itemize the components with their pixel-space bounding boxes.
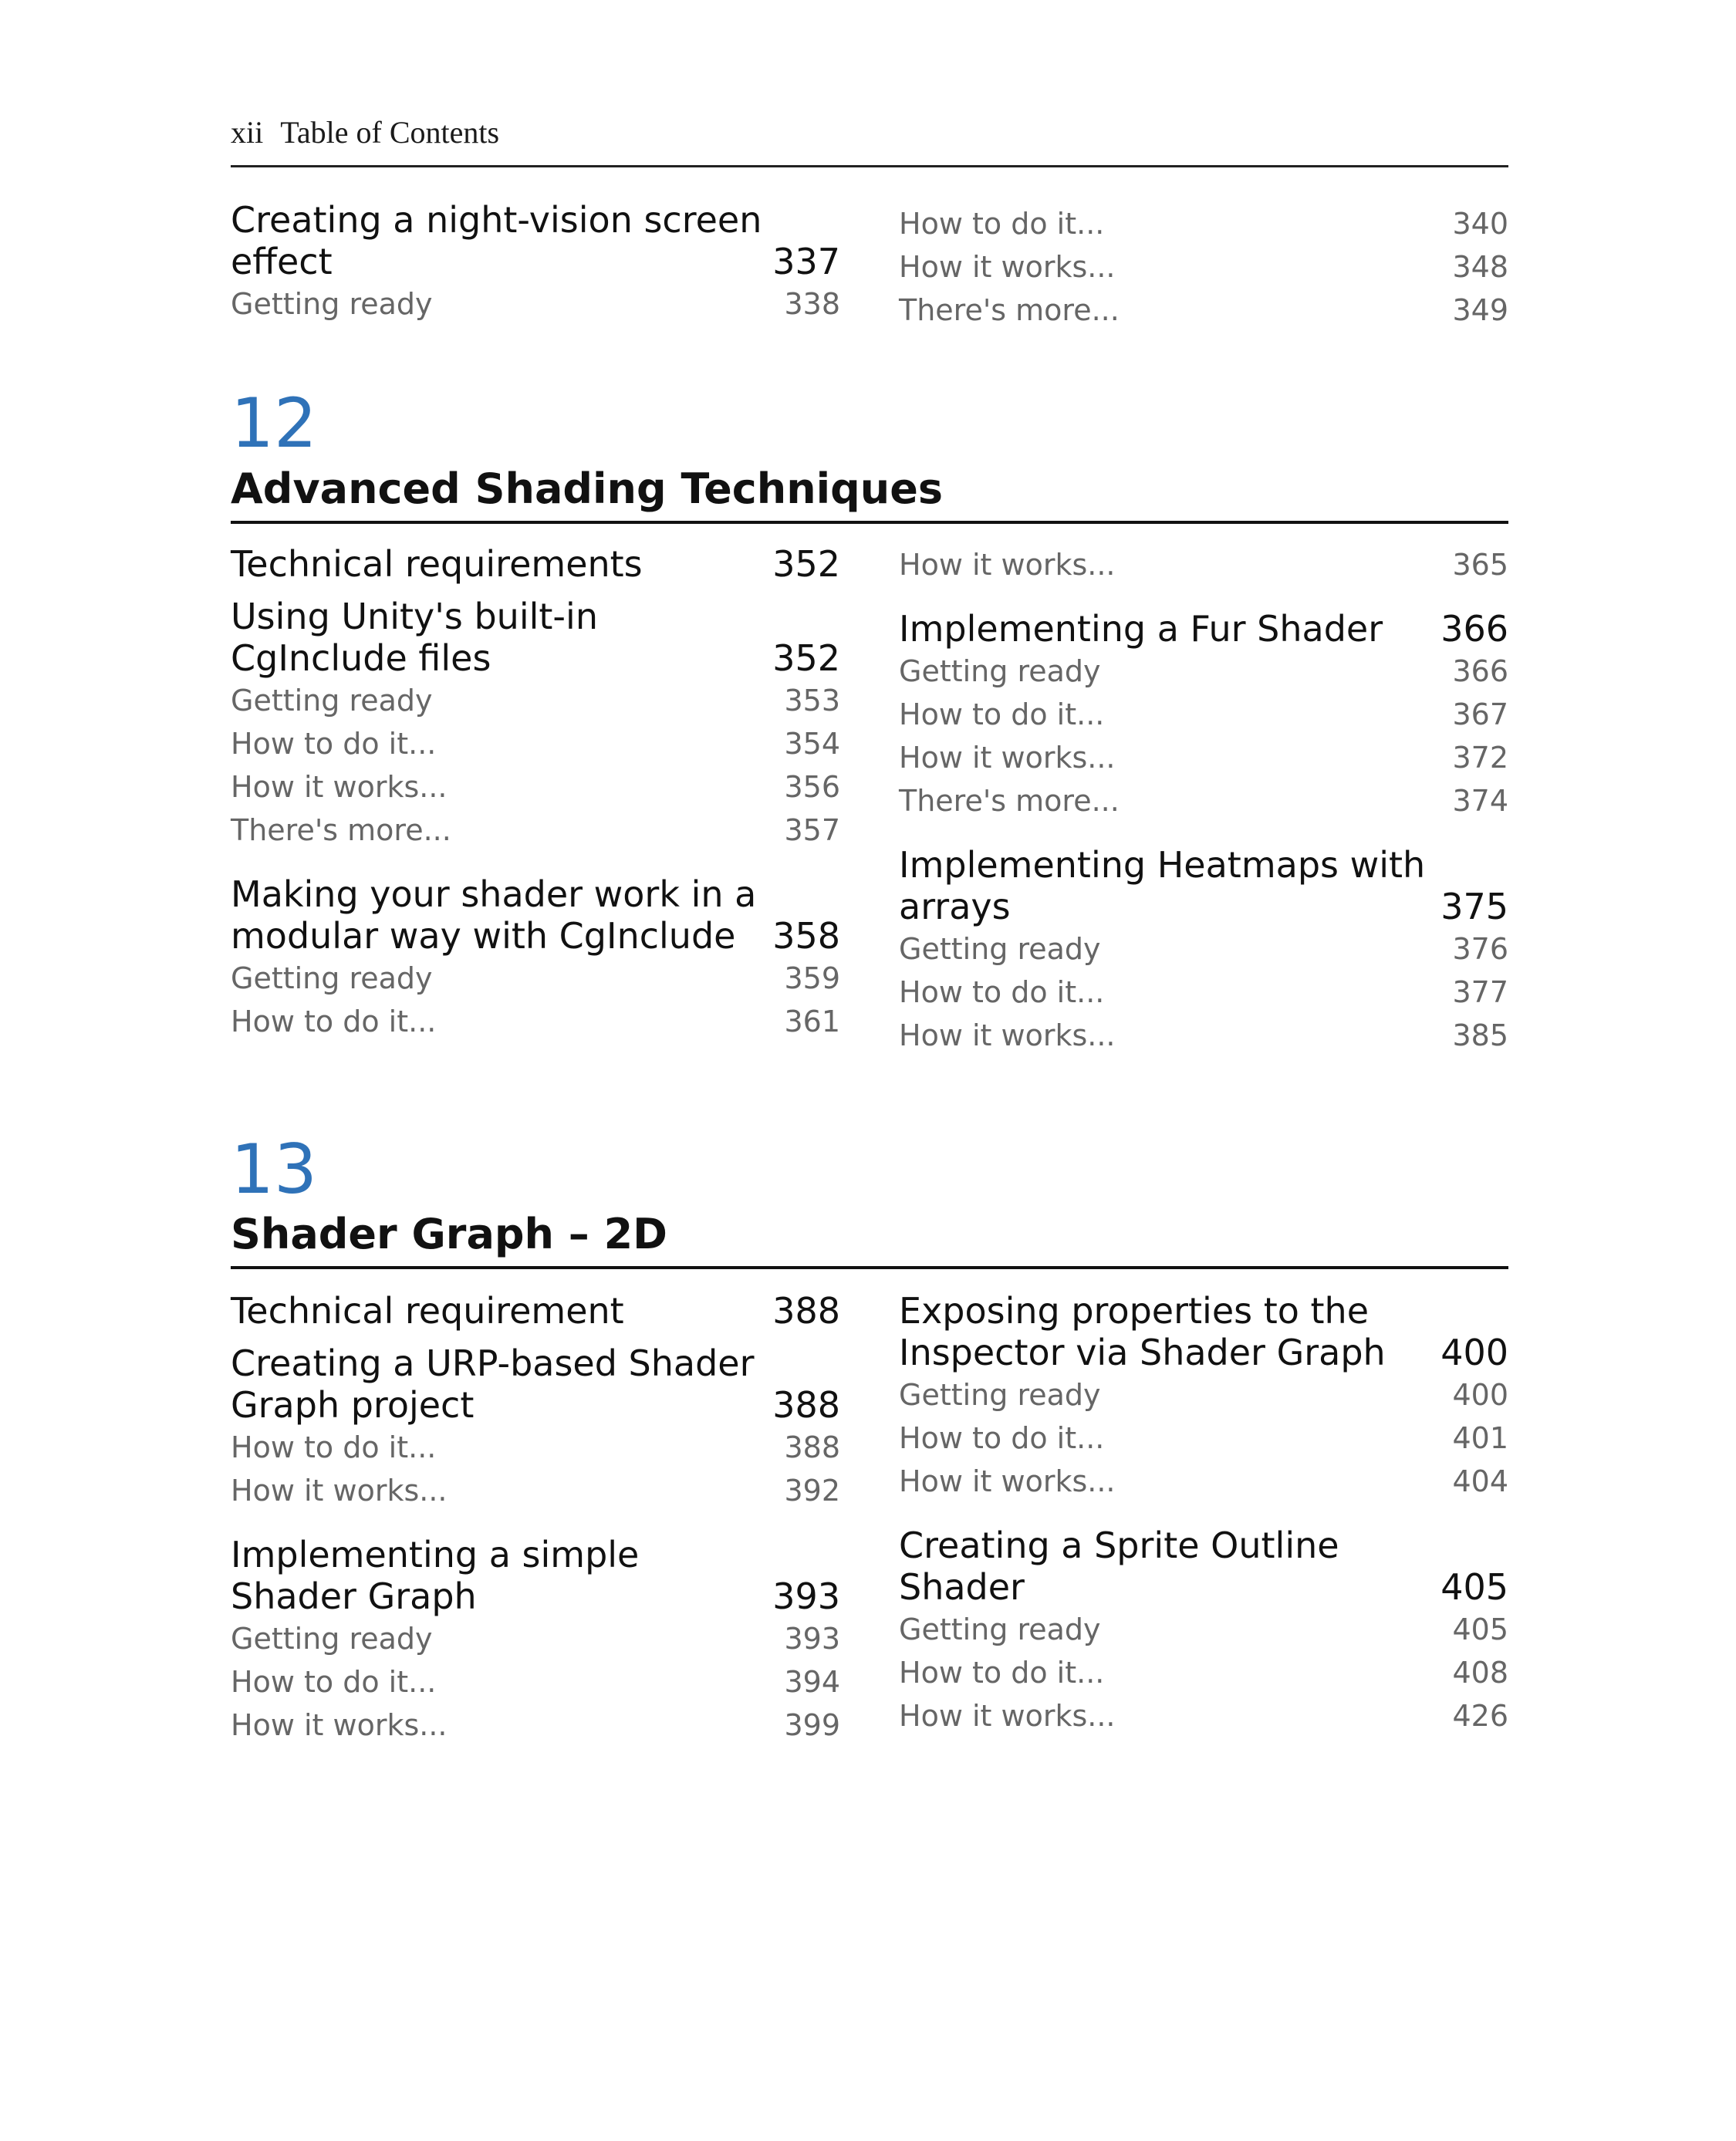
toc-section[interactable] — [231, 199, 840, 282]
subsection-page: 385 — [1452, 1018, 1508, 1052]
subsection-label: Getting ready — [899, 654, 1101, 688]
subsection-label: How to do it... — [899, 1421, 1105, 1455]
toc-subsection[interactable] — [899, 1608, 1508, 1651]
subsection-label: Getting ready — [231, 1622, 433, 1656]
section-title: Exposing properties to the Inspector via Shader Graph — [899, 1290, 1386, 1373]
subsection-label: How it works... — [231, 1708, 448, 1742]
subsection-label: How it works... — [899, 1699, 1116, 1733]
toc-section[interactable] — [231, 1290, 840, 1332]
subsection-label: How it works... — [899, 741, 1116, 775]
subsection-label: How to do it... — [899, 1656, 1105, 1690]
toc-section[interactable] — [231, 873, 840, 957]
section-page: 352 — [772, 543, 840, 585]
subsection-page: 377 — [1452, 975, 1508, 1009]
section-title: Technical requirement — [231, 1290, 624, 1332]
section-page: 388 — [772, 1384, 840, 1426]
toc-section[interactable] — [231, 596, 840, 679]
toc-subsection[interactable] — [231, 1704, 840, 1747]
toc-subsection[interactable] — [231, 1000, 840, 1043]
toc-subsection[interactable] — [899, 202, 1508, 245]
subsection-page: 354 — [784, 727, 840, 761]
section-title: Creating a Sprite Outline Shader — [899, 1525, 1339, 1608]
toc-section[interactable] — [899, 608, 1508, 650]
section-title: Using Unity's built-in CgInclude files — [231, 596, 598, 679]
toc-subsection[interactable] — [899, 1014, 1508, 1057]
toc-subsection[interactable] — [899, 543, 1508, 586]
section-title: Implementing a Fur Shader — [899, 608, 1383, 650]
chapter-12-right-column — [899, 543, 1508, 1057]
subsection-page: 338 — [784, 287, 840, 321]
subsection-page: 367 — [1452, 697, 1508, 731]
section-page: 405 — [1440, 1566, 1508, 1608]
toc-subsection[interactable] — [231, 282, 840, 326]
chapter-title: Advanced Shading Techniques — [231, 465, 1508, 524]
page-number: xii — [231, 115, 264, 150]
subsection-page: 357 — [784, 813, 840, 847]
toc-section[interactable] — [899, 1290, 1508, 1373]
subsection-label: How to do it... — [231, 1005, 437, 1038]
subsection-page: 376 — [1452, 932, 1508, 966]
chapter-13-left-column — [231, 1290, 840, 1747]
subsection-label: Getting ready — [231, 684, 433, 718]
subsection-label: How to do it... — [899, 207, 1105, 241]
toc-subsection[interactable] — [231, 1469, 840, 1512]
subsection-label: Getting ready — [899, 932, 1101, 966]
top-right-column — [899, 202, 1508, 332]
toc-subsection[interactable] — [899, 779, 1508, 822]
section-page: 393 — [772, 1575, 840, 1617]
subsection-page: 356 — [784, 770, 840, 804]
subsection-label: Getting ready — [899, 1613, 1101, 1646]
toc-section[interactable] — [231, 543, 840, 585]
chapter-title: Shader Graph – 2D — [231, 1211, 1508, 1269]
toc-subsection[interactable] — [899, 650, 1508, 693]
section-page: 358 — [772, 915, 840, 957]
subsection-label: How to do it... — [899, 975, 1105, 1009]
subsection-label: How to do it... — [231, 727, 437, 761]
subsection-page: 405 — [1452, 1613, 1508, 1646]
section-title: Implementing Heatmaps with arrays — [899, 844, 1426, 927]
subsection-page: 392 — [784, 1474, 840, 1508]
chapter-number: 12 — [231, 383, 317, 463]
subsection-label: How to do it... — [231, 1665, 437, 1699]
subsection-page: 361 — [784, 1005, 840, 1038]
toc-subsection[interactable] — [231, 809, 840, 852]
subsection-label: How it works... — [899, 250, 1116, 284]
subsection-label: How it works... — [899, 548, 1116, 582]
section-page: 352 — [772, 637, 840, 679]
subsection-page: 340 — [1452, 207, 1508, 241]
subsection-page: 372 — [1452, 741, 1508, 775]
subsection-label: Getting ready — [899, 1378, 1101, 1412]
chapter-13-right-column — [899, 1290, 1508, 1737]
toc-subsection[interactable] — [899, 736, 1508, 779]
subsection-page: 365 — [1452, 548, 1508, 582]
toc-subsection[interactable] — [899, 1460, 1508, 1503]
section-title: Creating a night-vision screen effect — [231, 199, 762, 282]
subsection-label: There's more... — [899, 293, 1120, 327]
subsection-label: How it works... — [231, 770, 448, 804]
subsection-page: 348 — [1452, 250, 1508, 284]
toc-section[interactable] — [899, 1525, 1508, 1608]
subsection-label: There's more... — [899, 784, 1120, 818]
toc-subsection[interactable] — [899, 1417, 1508, 1460]
toc-subsection[interactable] — [899, 971, 1508, 1014]
toc-subsection[interactable] — [231, 722, 840, 765]
toc-section[interactable] — [231, 1342, 840, 1426]
subsection-label: How to do it... — [899, 697, 1105, 731]
section-title: Technical requirements — [231, 543, 643, 585]
toc-subsection[interactable] — [231, 957, 840, 1000]
subsection-page: 400 — [1452, 1378, 1508, 1412]
toc-subsection[interactable] — [899, 245, 1508, 289]
running-title: Table of Contents — [280, 115, 500, 150]
top-left-column — [231, 199, 840, 326]
toc-section[interactable] — [899, 844, 1508, 927]
subsection-page: 399 — [784, 1708, 840, 1742]
toc-subsection[interactable] — [231, 1426, 840, 1469]
section-page: 337 — [772, 241, 840, 282]
toc-subsection[interactable] — [231, 1617, 840, 1660]
section-page: 388 — [772, 1290, 840, 1332]
toc-subsection[interactable] — [899, 289, 1508, 332]
subsection-label: How it works... — [231, 1474, 448, 1508]
toc-subsection[interactable] — [231, 765, 840, 809]
section-title: Creating a URP-based Shader Graph project — [231, 1342, 755, 1426]
subsection-label: There's more... — [231, 813, 451, 847]
subsection-page: 359 — [784, 961, 840, 995]
toc-subsection[interactable] — [231, 679, 840, 722]
subsection-page: 353 — [784, 684, 840, 718]
subsection-page: 388 — [784, 1430, 840, 1464]
chapter-12-left-column — [231, 543, 840, 1043]
subsection-label: Getting ready — [231, 961, 433, 995]
subsection-label: How it works... — [899, 1464, 1116, 1498]
toc-subsection[interactable] — [899, 1373, 1508, 1417]
page-header — [231, 114, 1508, 167]
subsection-page: 394 — [784, 1665, 840, 1699]
subsection-page: 426 — [1452, 1699, 1508, 1733]
subsection-page: 349 — [1452, 293, 1508, 327]
subsection-page: 404 — [1452, 1464, 1508, 1498]
subsection-label: Getting ready — [231, 287, 433, 321]
toc-subsection[interactable] — [231, 1660, 840, 1704]
subsection-page: 366 — [1452, 654, 1508, 688]
toc-subsection[interactable] — [899, 1651, 1508, 1694]
toc-section[interactable] — [231, 1534, 840, 1617]
section-page: 400 — [1440, 1332, 1508, 1373]
toc-subsection[interactable] — [899, 927, 1508, 971]
subsection-label: How to do it... — [231, 1430, 437, 1464]
subsection-page: 408 — [1452, 1656, 1508, 1690]
chapter-number: 13 — [231, 1130, 317, 1209]
section-title: Making your shader work in a modular way with CgInclude — [231, 873, 757, 957]
subsection-page: 401 — [1452, 1421, 1508, 1455]
toc-subsection[interactable] — [899, 1694, 1508, 1737]
section-page: 375 — [1440, 886, 1508, 927]
subsection-label: How it works... — [899, 1018, 1116, 1052]
subsection-page: 393 — [784, 1622, 840, 1656]
section-page: 366 — [1440, 608, 1508, 650]
toc-subsection[interactable] — [899, 693, 1508, 736]
section-title: Implementing a simple Shader Graph — [231, 1534, 640, 1617]
subsection-page: 374 — [1452, 784, 1508, 818]
